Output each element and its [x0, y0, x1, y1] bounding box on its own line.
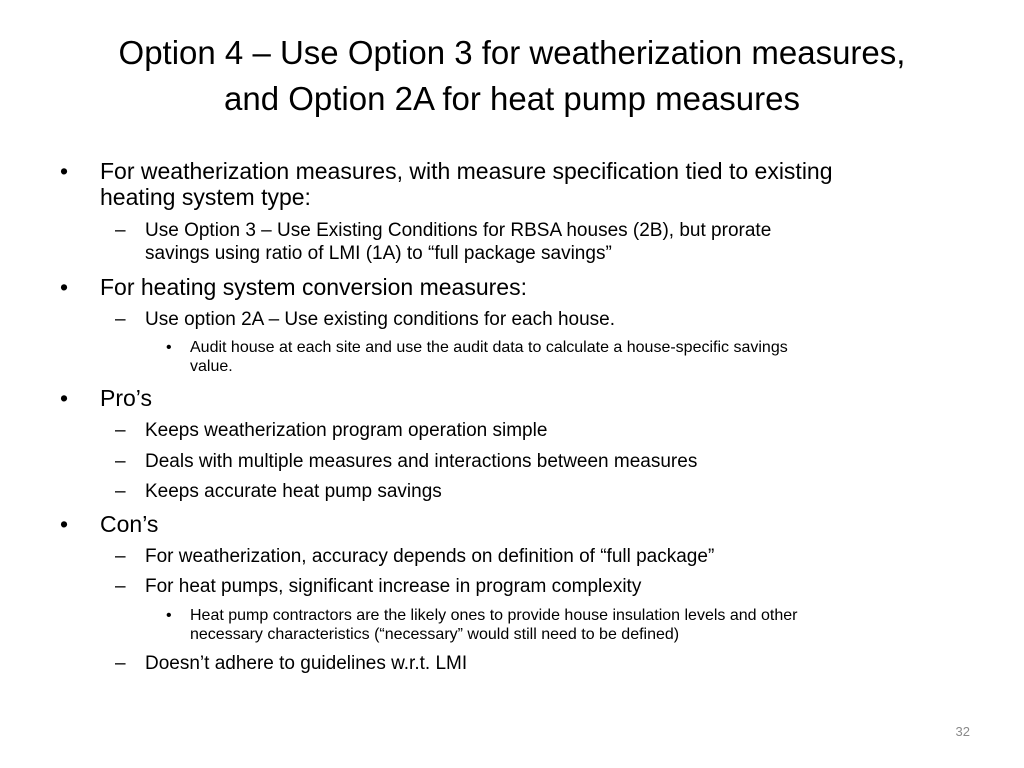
list-item-text: For weatherization, accuracy depends on definition of “full package” — [145, 546, 715, 567]
list-item-text: Con’s — [100, 511, 159, 537]
bullet-marker: • — [60, 158, 69, 184]
slide-title-line-1: Option 4 – Use Option 3 for weatherization measures, — [118, 34, 906, 71]
list-item-text-line-2: savings using ratio of LMI (1A) to “full package savings” — [145, 243, 612, 264]
list-item-text: For heating system conversion measures: — [100, 274, 527, 300]
bullet-marker: • — [60, 274, 69, 300]
list-item-text-line-1: Heat pump contractors are the likely ones to provide house insulation levels and other — [190, 607, 798, 624]
bullet-marker: • — [60, 511, 69, 537]
bullet-marker: • — [166, 607, 172, 624]
list-item — [166, 338, 980, 376]
dash-marker: – — [115, 576, 126, 597]
bullet-marker: • — [166, 339, 172, 356]
list-item-text-line-1: For weatherization measures, with measure specification tied to existing — [100, 158, 833, 184]
list-item-text-line-1: Use Option 3 – Use Existing Conditions for RBSA houses (2B), but prorate — [145, 220, 772, 241]
page-number: 32 — [955, 724, 970, 739]
list-item — [115, 545, 975, 568]
list-item — [115, 575, 975, 598]
list-item — [115, 480, 975, 503]
list-item-text-line-2: value. — [190, 358, 233, 375]
list-item-text: Doesn’t adhere to guidelines w.r.t. LMI — [145, 653, 468, 674]
list-item-text: Keeps accurate heat pump savings — [145, 481, 442, 502]
list-item-text: Pro’s — [100, 385, 152, 411]
list-item — [166, 606, 980, 644]
list-item — [60, 158, 980, 210]
list-item-text: Deals with multiple measures and interactions between measures — [145, 451, 698, 472]
list-item — [60, 274, 980, 300]
list-item — [115, 450, 975, 473]
list-item-text-line-2: heating system type: — [100, 184, 311, 210]
dash-marker: – — [115, 481, 126, 502]
dash-marker: – — [115, 220, 126, 241]
list-item-text-line-1: Audit house at each site and use the audit data to calculate a house-specific savings — [190, 339, 788, 356]
list-item-text: Use option 2A – Use existing conditions for each house. — [145, 309, 616, 330]
dash-marker: – — [115, 653, 126, 674]
list-item — [60, 385, 980, 411]
list-item — [60, 511, 980, 537]
list-item — [115, 419, 975, 442]
dash-marker: – — [115, 309, 126, 330]
list-item — [115, 219, 975, 265]
slide-title-line-2: and Option 2A for heat pump measures — [223, 80, 801, 117]
list-item-text: For heat pumps, significant increase in program complexity — [145, 576, 642, 597]
dash-marker: – — [115, 451, 126, 472]
dash-marker: – — [115, 420, 126, 441]
list-item-text: Keeps weatherization program operation simple — [145, 420, 548, 441]
bullet-marker: • — [60, 385, 69, 411]
list-item — [115, 308, 975, 331]
dash-marker: – — [115, 546, 126, 567]
list-item — [115, 652, 975, 675]
list-item-text-line-2: necessary characteristics (“necessary” would still need to be defined) — [190, 626, 680, 643]
